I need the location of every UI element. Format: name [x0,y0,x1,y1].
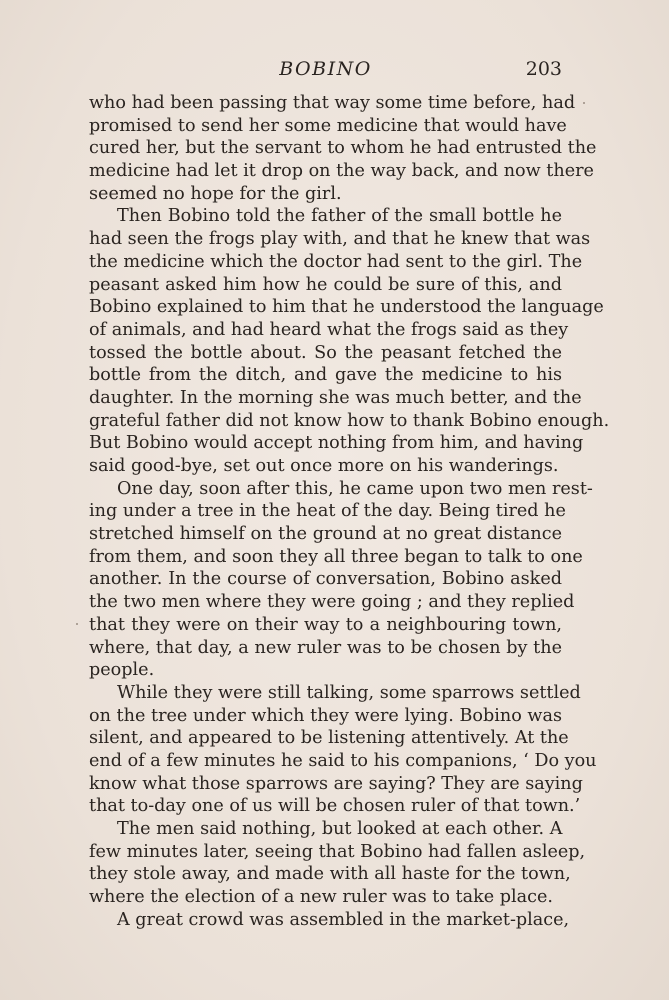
text-line: of animals, and had heard what the frogs said as they [89,319,569,340]
text-line: another. In the course of conversation, Bobino asked [89,569,562,590]
text-line: stretched himself on the ground at no great distance [89,524,562,545]
text-line: silent, and appeared to be listening attentively. At the [89,728,569,749]
text-line: peasant asked him how he could be sure of this, and [89,274,562,295]
page-number: 203 [525,58,562,80]
text-line: While they were still talking, some sparrows settled [117,682,581,703]
text-line: where, that day, a new ruler was to be chosen by the [89,637,562,658]
paper-speck [76,623,78,625]
text-line: grateful father did not know how to thank Bobino enough. [89,410,610,431]
text-line: bottle from the ditch, and gave the medicine to his [89,365,562,386]
running-head [89,54,562,82]
text-line: tossed the bottle about. So the peasant fetched the [89,342,562,363]
text-line: the medicine which the doctor had sent to the girl. The [89,251,583,272]
text-line: had seen the frogs play with, and that he knew that was [89,229,591,250]
text-line: that to-day one of us will be chosen ruler of that town.’ [89,796,581,817]
text-line: medicine had let it drop on the way back, and now there [89,161,594,182]
text-line: where the election of a new ruler was to take place. [89,887,553,908]
text-line: who had been passing that way some time before, had [89,93,576,113]
text-line: One day, soon after this, he came upon two men rest- [117,478,593,499]
paper-speck [583,102,585,104]
text-line: that they were on their way to a neighbouring town, [89,614,562,635]
text-line: the two men where they were going ; and they replied [89,592,575,613]
text-line: Then Bobino told the father of the small bottle he [117,206,562,227]
text-line: A great crowd was assembled in the market-place, [117,909,570,930]
text-line: seemed no hope for the girl. [89,183,342,204]
body-text [89,92,610,931]
text-line: few minutes later, seeing that Bobino had fallen asleep, [89,841,586,862]
text-line: they stole away, and made with all haste for the town, [89,864,571,885]
text-line: know what those sparrows are saying? They are saying [89,773,583,794]
text-line: The men said nothing, but looked at each other. A [117,819,563,839]
text-line: from them, and soon they all three began to talk to one [89,546,583,567]
text-line: end of a few minutes he said to his companions, ‘ Do you [89,750,597,771]
text-line: daughter. In the morning she was much better, and the [89,387,582,408]
text-line: said good-bye, set out once more on his wanderings. [89,456,559,476]
text-line: ing under a tree in the heat of the day. Being tired he [89,501,566,522]
text-line: Bobino explained to him that he understood the language [89,297,604,318]
running-title: BOBINO [279,58,372,80]
text-line: people. [89,660,155,681]
text-line: on the tree under which they were lying. Bobino was [89,705,562,726]
text-line: cured her, but the servant to whom he had entrusted the [89,138,597,159]
text-line: But Bobino would accept nothing from him, and having [89,433,584,454]
text-line: promised to send her some medicine that would have [89,115,567,136]
